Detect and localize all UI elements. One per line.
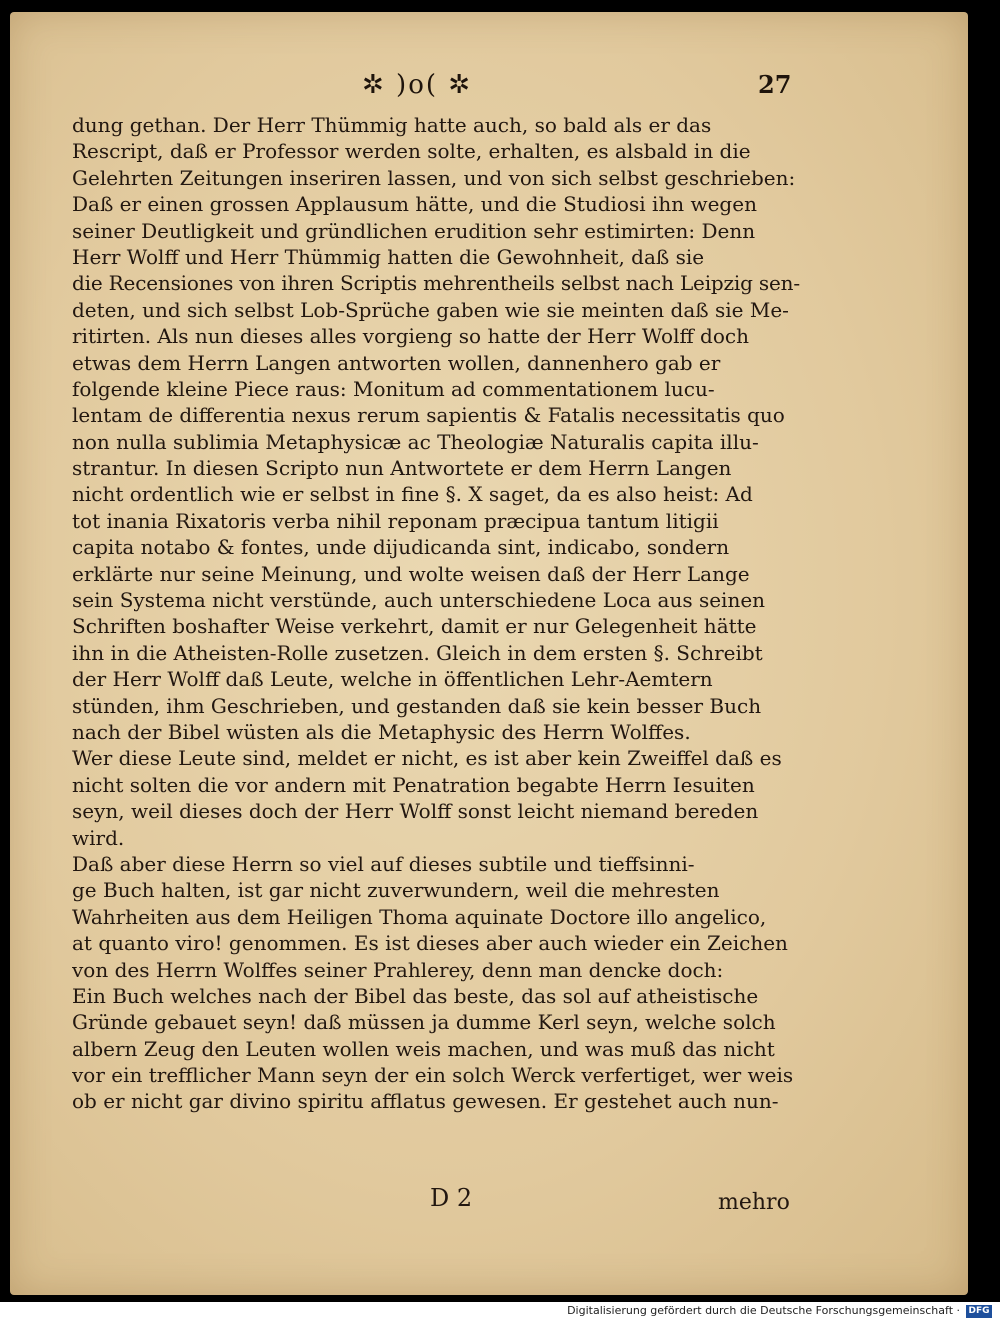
text-line: erklärte nur seine Meinung, und wolte weisen daß der Herr Lange [72,561,750,586]
text-line: ge Buch halten, ist gar nicht zuverwundern, weil die mehresten [72,878,720,903]
text-line: nach der Bibel wüsten als die Metaphysic des Herrn Wolffes. [72,719,691,744]
text-line: wird. [72,825,125,850]
text-line: ritirten. Als nun dieses alles vorgieng so hatte der Herr Wolff doch [72,324,749,349]
text-line: etwas dem Herrn Langen antworten wollen, dannenhero gab er [72,350,721,375]
text-line: Gelehrten Zeitungen inseriren lassen, und von sich selbst geschrieben: [72,165,796,190]
text-line: albern Zeug den Leuten wollen weis machen, und was muß das nicht [72,1036,775,1061]
text-line: non nulla sublimia Metaphysicæ ac Theologiæ Naturalis capita illu- [72,429,759,454]
text-line: Daß er einen grossen Applausum hätte, und die Studiosi ihn wegen [72,192,757,217]
text-line: Gründe gebauet seyn! daß müssen ja dumme Kerl seyn, welche solch [72,1010,776,1035]
dfg-logo-icon: DFG [966,1305,992,1318]
text-line: Herr Wolff und Herr Thümmig hatten die Gewohnheit, daß sie [72,244,705,269]
text-line: tot inania Rixatoris verba nihil reponam præcipua tantum litigii [72,508,719,533]
text-line: Schriften boshafter Weise verkehrt, damit er nur Gelegenheit hätte [72,614,757,639]
text-line: seiner Deutligkeit und gründlichen erudition sehr estimirten: Denn [72,218,756,243]
text-line: strantur. In diesen Scripto nun Antwortete er dem Herrn Langen [72,456,732,481]
text-line: von des Herrn Wolffes seiner Prahlerey, denn man dencke doch: [72,957,724,982]
page-number: 27 [758,70,792,99]
text-line: ob er nicht gar divino spiritu afflatus gewesen. Er gestehet auch nun- [72,1089,779,1114]
text-line: capita notabo & fontes, unde dijudicanda sint, indicabo, sondern [72,535,730,560]
funding-text: Digitalisierung gefördert durch die Deutsche Forschungsgemeinschaft · [567,1304,960,1317]
text-line: Wer diese Leute sind, meldet er nicht, es ist aber kein Zweiffel daß es [72,746,782,771]
text-line: Rescript, daß er Professor werden solte, erhalten, es alsbald in die [72,139,751,164]
funding-banner [0,1302,1000,1321]
page-footer [10,1180,968,1240]
book-page [10,12,968,1295]
signature-mark: D 2 [430,1184,473,1212]
text-line: lentam de differentia nexus rerum sapientis & Fatalis necessitatis quo [72,403,785,428]
text-line: sein Systema nicht verstünde, auch unterschiedene Loca aus seinen [72,588,766,613]
text-line: nicht solten die vor andern mit Penatration begabte Herrn Iesuiten [72,772,755,797]
text-line: at quanto viro! genommen. Es ist dieses aber auch wieder ein Zeichen [72,931,788,956]
page-header [10,64,968,104]
text-line: stünden, ihm Geschrieben, und gestanden daß sie kein besser Buch [72,693,762,718]
text-line: nicht ordentlich wie er selbst in fine §. X saget, da es also heist: Ad [72,482,753,507]
text-line: folgende kleine Piece raus: Monitum ad commentationem lucu- [72,376,715,401]
text-line: Wahrheiten aus dem Heiligen Thoma aquinate Doctore illo angelico, [72,904,767,929]
text-line: der Herr Wolff daß Leute, welche in öffentlichen Lehr-Aemtern [72,667,713,692]
text-line: deten, und sich selbst Lob-Sprüche gaben wie sie meinten daß sie Me- [72,297,789,322]
text-line: Ein Buch welches nach der Bibel das beste, das sol auf atheistische [72,983,759,1008]
header-ornament: ✲ )o( ✲ [362,70,473,100]
catchword: mehro [718,1190,790,1215]
body-text [72,112,800,1115]
text-line: seyn, weil dieses doch der Herr Wolff sonst leicht niemand bereden [72,799,759,824]
text-line: Daß aber diese Herrn so viel auf dieses subtile und tieffsinni- [72,851,695,876]
text-line: ihn in die Atheisten-Rolle zusetzen. Gleich in dem ersten §. Schreibt [72,640,763,665]
text-line: vor ein trefflicher Mann seyn der ein solch Werck verfertiget, wer weis [72,1063,794,1088]
text-line: die Recensiones von ihren Scriptis mehrentheils selbst nach Leipzig sen- [72,271,800,296]
text-line: dung gethan. Der Herr Thümmig hatte auch, so bald als er das [72,113,712,137]
